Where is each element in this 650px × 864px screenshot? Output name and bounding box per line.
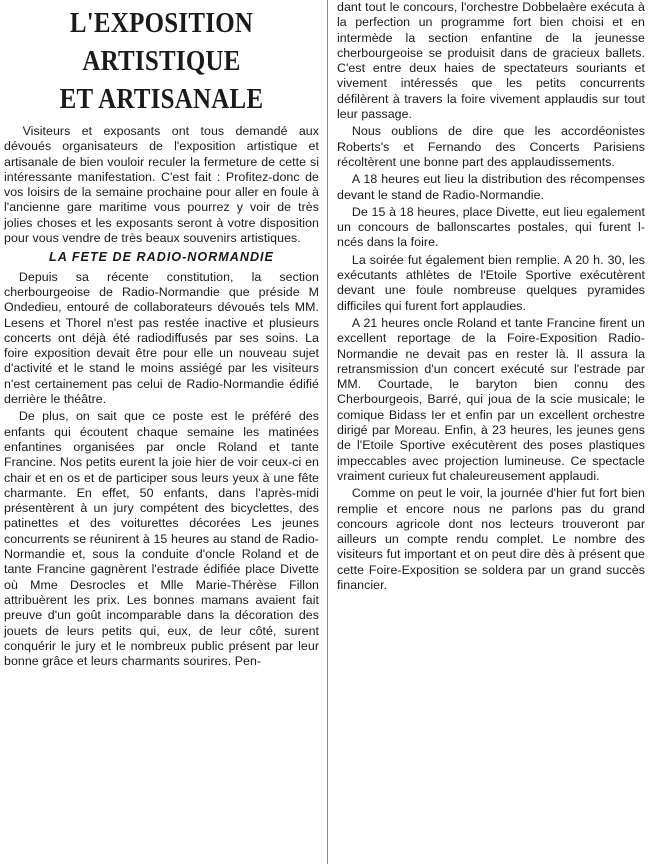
paragraph: Comme on peut le voir, la journée d'hier fut fort bien remplie et encore nous ne parlons pas du grand concours agricole dont nos lecteurs trouveront par ailleurs un compte rendu complet. Le nombre des visiteurs fut important et on peut dire dès à présent que cette Foire-Exposition se soldera par un grand succès financier. — [337, 486, 645, 592]
paragraph: De 15 à 18 heures, place Divette, eut lieu egalement un concours de ballonscartes postales, qui furent l- ncés dans la foire. — [337, 204, 645, 250]
paragraph: De plus, on sait que ce poste est le préféré des enfants qui écoutent chaque semaine les matinées enfantines organisées par oncle Roland et tante Francine. Nos petits eurent la joie hier de voir ceux-ci en chair et en os et de participer sous leurs yeux à une fête charmante. En effet, 50 enfants, dans l'après-midi présentèrent à un jury compétent des bicyclettes, des patinettes et des voiturettes décorées Les jeunes concurrents se réunirent à 15 heures au stand de Radio-Normandie et, sous la conduite d'oncle Roland et de tante Francine gagnèrent l'estrade édifiée place Divette où Mme Desrocles et Mlle Marie-Thérèse Fillon attribuèrent les prix. Les bonnes mamans avaient fait preuve d'un goût incomparable dans la décoration des jouets de leurs petits qui, eux, de leur côté, surent conquérir le jury et le nombreux public présent par leur bonne grâce et leurs charmants sourires. Pen- — [4, 409, 319, 669]
paragraph: La soirée fut également bien remplie. A 20 h. 30, les exécutants athlètes de l'Etoile Sportive exécutèrent devant une foule nombreuse quelques pyramides difficiles qui furent fort applaudies. — [337, 252, 645, 313]
paragraph: Nous oublions de dire que les accordéonistes Roberts's et Fernando des Concerts Parisiens récoltèrent une bonne part des applaudissements. — [337, 124, 645, 169]
headline-line-2: ET ARTISANALE — [59, 83, 264, 115]
left-column — [4, 0, 319, 671]
article-headline — [26, 4, 297, 118]
right-column — [337, 0, 645, 595]
lead-paragraph: Visiteurs et exposants ont tous demandé aux dévoués organisateurs de l'exposition artistique et artisanale de bien vouloir reculer la fermeture de cette si intéressante manifestation. C'est fait : Profitez-donc de vos loisirs de la semaine prochaine pour aller en foule à l'ancienne gare maritime vous pourrez y voir de très jolies choses et les exposants seront à votre disposition pour vous vendre de très beaux souvenirs artistiques. — [4, 124, 319, 246]
section-subheading: LA FETE DE RADIO-NORMANDIE — [49, 250, 274, 265]
headline-line-1: L'EXPOSITION ARTISTIQUE — [69, 7, 254, 77]
continued-paragraph: dant tout le concours, l'orchestre Dobbelaère exécuta à la perfection un programme fort bien choisi et en intermède la section enfantine de la jeunesse cherbourgeoise se produisit dans de gracieux ballets. C'est entre deux haies de spectateurs souriants et vivement intéressés que les petits concurrents défilèrent à travers la foire vivement applaudis sur tout leur passage. — [337, 0, 645, 122]
paragraph: A 18 heures eut lieu la distribution des récompenses devant le stand de Radio-Normandie. — [337, 172, 645, 202]
column-divider — [327, 0, 328, 864]
paragraph: A 21 heures oncle Roland et tante Francine firent un excellent reportage de la Foire-Exposition Radio-Normandie ne devait pas en rester là. Il assura la retransmission d'un concert exécuté sur l'estrade par MM. Courtade, le baryton bien connu des Cherbourgeois, Barré, qui joua de la scie musicale; le comique Bidass Ier et enfin par un excellent orchestre dirigé par Moreau. Enfin, à 23 heures, les jeunes gens de l'Etoile Sportive exécutèrent des poses plastiques impeccables avec projection lumineuse. Ce spectacle vraiment curieux fut chaleureusement applaudi. — [337, 315, 645, 483]
paragraph: Depuis sa récente constitution, la section cherbourgeoise de Radio-Normandie que préside M Ondedieu, entouré de collaborateurs dévoués tels MM. Lesens et Thorel n'est pas restée inactive et plusieurs concerts ont déjà été radiodiffusés par ses soins. La foire exposition devait être pour elle un nouveau sujet d'activité et le stand le moins assiégé par les visiteurs n'est certainement pas celui de Radio-Normandie édifié derrière le théâtre. — [4, 269, 319, 407]
